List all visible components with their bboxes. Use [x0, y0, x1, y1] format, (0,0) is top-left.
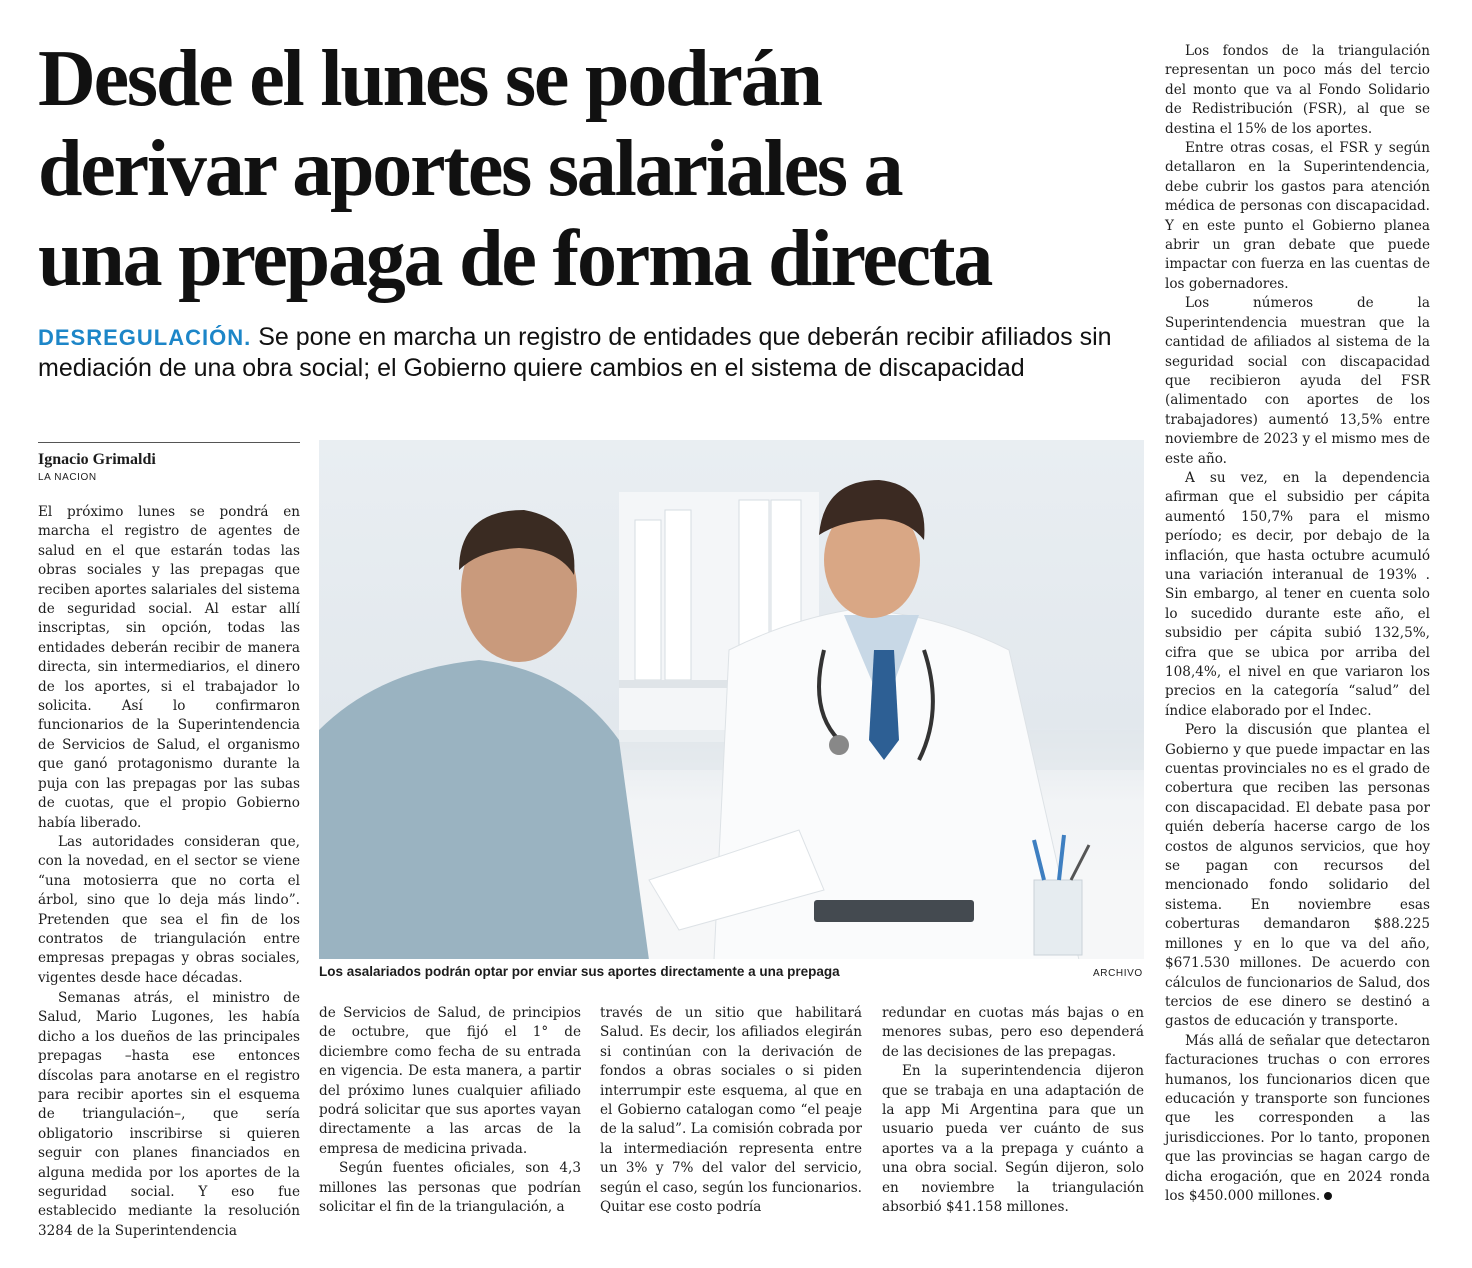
- paragraph-text: Más allá de señalar que detectaron facturaciones truchas o con errores humanos, los funcionarios dicen que educación y transporte son funciones que les corresponden a las jurisdicciones. Por lo tanto, proponen que las provincias se hagan cargo de dicha erogación, que en 2024 ronda los $450.000 millones.: [1165, 1032, 1430, 1204]
- headline-line-2: derivar aportes salariales a: [38, 125, 902, 213]
- paragraph: Entre otras cosas, el FSR y según detallaron en la Superintendencia, debe cubrir los gastos para atención médica de personas con discapacidad. Y en este punto el Gobierno planea abrir un gran debate que puede impactar con fuerza en las cuentas de los gobernadores.: [1165, 140, 1430, 292]
- end-of-article-icon: [1324, 1192, 1332, 1200]
- byline-rule: [38, 442, 300, 443]
- deck: [38, 322, 1148, 384]
- paragraph: Las autoridades consideran que, con la novedad, en el sector se viene “una motosierra que no corta el árbol, sino que lo deja más lindo”. Pretenden que sea el fin de los contratos de triangulación entre empresas prepagas y obras sociales, vigentes desde hace décadas.: [38, 833, 300, 986]
- paragraph: Pero la discusión que plantea el Gobierno y que puede impactar en las cuentas provinciales no es el grado de cobertura que reciben las personas con discapacidad. El debate pasa por quién debería hacerse cargo de los costos de algunos servicios, que hoy se pagan con recursos del mencionado fondo solidario del sistema. En noviembre esas coberturas demandaron $88.225 millones y en lo que va del año, $671.530 millones. De acuerdo con cálculos de funcionarios de Salud, dos tercios de ese dinero se destinó a gastos de educación y transporte.: [1165, 722, 1430, 1030]
- paragraph: En la superintendencia dijeron que se trabaja en una adaptación de la app Mi Argentina para que un usuario pueda ver cuánto de sus aportes va a la prepaga y cuánto a una obra social. Según dijeron, solo en noviembre la triangulación absorbió $41.158 millones.: [882, 1063, 1144, 1216]
- photo-caption: Los asalariados podrán optar por enviar sus aportes directamente a una prepaga: [319, 964, 840, 979]
- byline-outlet: LA NACION: [38, 472, 97, 483]
- paragraph: Los números de la Superintendencia muestran que la cantidad de afiliados al sistema de la seguridad social con discapacidad que recibieron ayuda del FSR (alimentado con aportes de los trabajadores) aumentó 13,5% entre noviembre de 2023 y el mismo mes de este año.: [1165, 295, 1430, 467]
- paragraph: redundar en cuotas más bajas o en menores subas, pero eso dependerá de las decisiones de las prepagas.: [882, 1005, 1144, 1060]
- article-column-3: [600, 1004, 862, 1217]
- paragraph: través de un sitio que habilitará Salud. Es decir, los afiliados elegirán si continúan con la derivación de fondos a obras sociales o si piden interrumpir este esquema, al que en el Gobierno catalogan como “el peaje de la salud”. La comisión cobrada por la intermediación representa entre un 3% y 7% del valor del servicio, según el caso, según los funcionarios. Quitar ese costo podría: [600, 1005, 862, 1216]
- article-column-1-bottom: [38, 989, 300, 1241]
- photo-credit: ARCHIVO: [1093, 968, 1143, 979]
- paragraph: A su vez, en la dependencia afirman que el subsidio per cápita aumentó 150,7% para el mismo período; es decir, por debajo de la inflación, que hasta octubre acumuló una variación interanual de 193% . Sin embargo, al tener en cuenta solo lo sucedido durante este año, el subsidio per cápita subió 132,5%, cifra que se ubica por arriba del 108,4%, el nivel en que variaron los precios en la categoría “salud” del índice elaborado por el Indec.: [1165, 469, 1430, 719]
- headline-line-1: Desde el lunes se podrán: [38, 35, 821, 123]
- deck-kicker: DESREGULACIÓN.: [38, 325, 252, 350]
- paragraph: de Servicios de Salud, de principios de octubre, que fijó el 1° de diciembre como fecha de su entrada en vigencia. De esta manera, a partir del próximo lunes cualquier afiliado podrá solicitar que sus aportes vayan directamente a las arcas de la empresa de medicina privada.: [319, 1005, 581, 1157]
- doctor-patient-illustration: [319, 440, 1144, 959]
- paragraph: Según fuentes oficiales, son 4,3 millones las personas que podrían solicitar el fin de la triangulación, a: [319, 1160, 581, 1216]
- byline-author: Ignacio Grimaldi: [38, 451, 156, 468]
- article-photo: [319, 440, 1144, 959]
- paragraph: [1165, 1032, 1430, 1207]
- headline-line-3: una prepaga de forma directa: [38, 215, 992, 303]
- headline: [38, 34, 1148, 304]
- paragraph: El próximo lunes se pondrá en marcha el registro de agentes de salud en el que estarán todas las obras sociales y las prepagas que reciben aportes salariales del sistema de seguridad social. Al estar allí inscriptas, sin opción, todas las entidades deberán recibir de manera directa, sin intermediarios, el dinero de los aportes, si el trabajador lo solicita. Así lo confirmaron funcionarios de la Superintendencia de Servicios de Salud, el organismo que ganó protagonismo durante la puja con las prepagas por las subas de cuotas, que el propio Gobierno había liberado.: [38, 504, 300, 831]
- deck-text: Se pone en marcha un registro de entidades que deberán recibir afiliados sin mediación de una obra social; el Gobierno quiere cambios en el sistema de discapacidad: [38, 323, 1112, 382]
- paragraph: Los fondos de la triangulación representan un poco más del tercio del monto que va al Fondo Solidario de Redistribución (FSR), al que se destina el 15% de los aportes.: [1165, 43, 1430, 137]
- article-column-2: [319, 1004, 581, 1217]
- article-column-5: [1165, 42, 1430, 1206]
- paragraph: Semanas atrás, el ministro de Salud, Mario Lugones, les había dicho a los dueños de las principales prepagas –hasta ese entonces díscolas para anotarse en el registro para recibir aportes sin el esquema de triangulación–, que sería obligatorio inscribirse si quieren seguir con planes financiados en alguna medida por los aportes de la seguridad social. Y eso fue establecido mediante la resolución 3284 de la Superintendencia: [38, 990, 300, 1239]
- article-column-4: [882, 1004, 1144, 1217]
- article-column-1-top: [38, 503, 300, 988]
